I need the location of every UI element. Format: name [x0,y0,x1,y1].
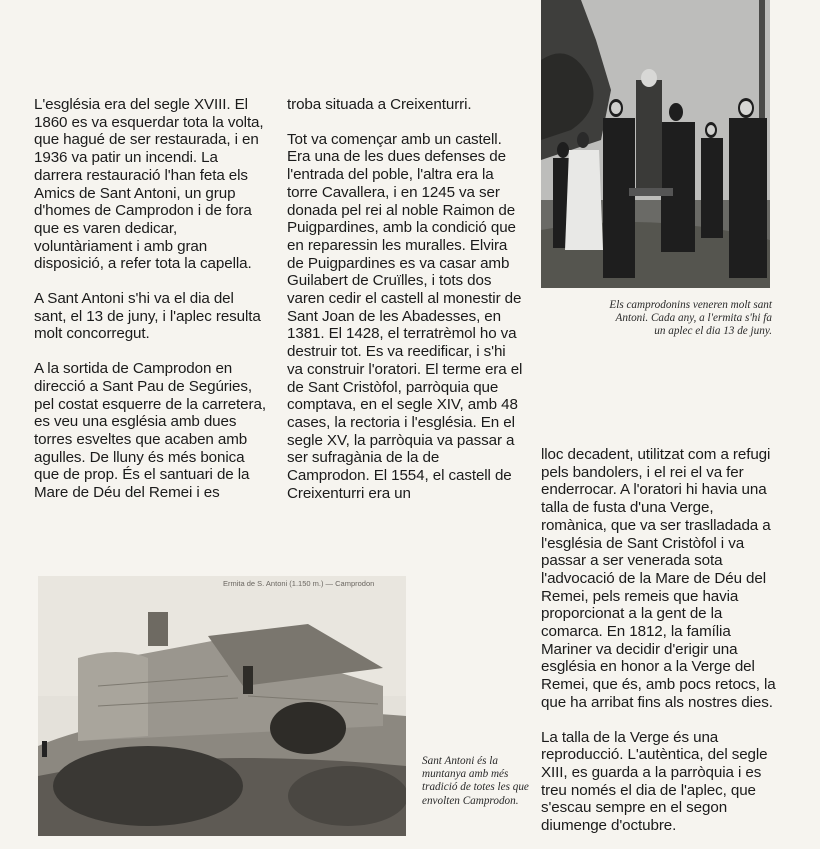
paragraph: lloc decadent, utilitzat com a refugi pels bandolers, i el rei el va fer enderrocar. A l'oratori hi havia una talla de fusta d'una Verge, romànica, que va ser traslladada a l'església de Sant Cristòfol i va passar a ser venerada sota l'advocació de la Mare de Déu del Remei, pels remeis que havia proporcionat a la gent de la comarca. En 1812, la família Mariner va decidir d'erigir una església en honor a la Verge del Remei, que és, amb pocs retocs, la que ha arribat fins als nostres dies. [541,446,776,711]
paragraph: troba situada a Creixenturri. [287,96,472,113]
procession-caption: Els camprodonins veneren molt sant Antoni. Cada any, a l'ermita s'hi fa un aplec el dia 13 de juny. [609,299,772,338]
procession-photo [541,0,770,288]
paragraph: A la sortida de Camprodon en direcció a Sant Pau de Segúries, pel costat esquerre de la carretera, es veu una església amb dues torres esveltes que acaben amb agulles. De lluny és més bonica que de prop. És el santuari de la Mare de Déu del Remei i es [34,360,266,502]
text-column-2 [287,96,523,502]
paragraph: A Sant Antoni s'hi va el dia del sant, el 13 de juny, i l'aplec resulta molt concorregut. [34,290,261,343]
hermitage-caption: Sant Antoni és la muntanya amb més tradició de totes les que envolten Camprodon. [422,755,529,807]
hermitage-photo [38,576,406,836]
text-column-1 [34,96,266,502]
paragraph: Tot va començar amb un castell. Era una de les dues defenses de l'entrada del poble, l'altra era la torre Cavallera, i en 1245 va ser donada pel rei al noble Raimon de Puigpardines, amb la condició que en reparessin les muralles. Elvira de Puigpardines es va casar amb Guilabert de Cruïlles, i tots dos varen cedir el castell al monestir de Sant Joan de les Abadesses, en 1381. El 1428, el terratrèmol ho va destruir tot. Es va reedificar, i s'hi va construir l'oratori. El terme era el de Sant Cristòfol, parròquia que comptava, en el segle XIV, amb 48 cases, la rectoria i l'església. En el segle XV, la parròquia va passar a ser sufragània de la de Camprodon. El 1554, el castell de Creixenturri era un [287,130,523,502]
paragraph: La talla de la Verge és una reproducció. L'autèntica, del segle XIII, es guarda a la parròquia i es treu només el dia de l'aplec, que s'escau sempre en el segon diumenge d'octubre. [541,728,768,835]
text-column-3 [541,446,781,835]
postcard-header: Ermita de S. Antoni (1.150 m.) — Camprodon [223,579,375,588]
paragraph: L'església era del segle XVIII. El 1860 es va esquerdar tota la volta, que hagué de ser restaurada, i en 1936 va patir un incendi. La darrera restauració l'han feta els Amics de Sant Antoni, un grup d'homes de Camprodon i de fora que es varen dedicar, voluntàriament i amb gran disposició, a refer tota la capella. [34,96,264,273]
